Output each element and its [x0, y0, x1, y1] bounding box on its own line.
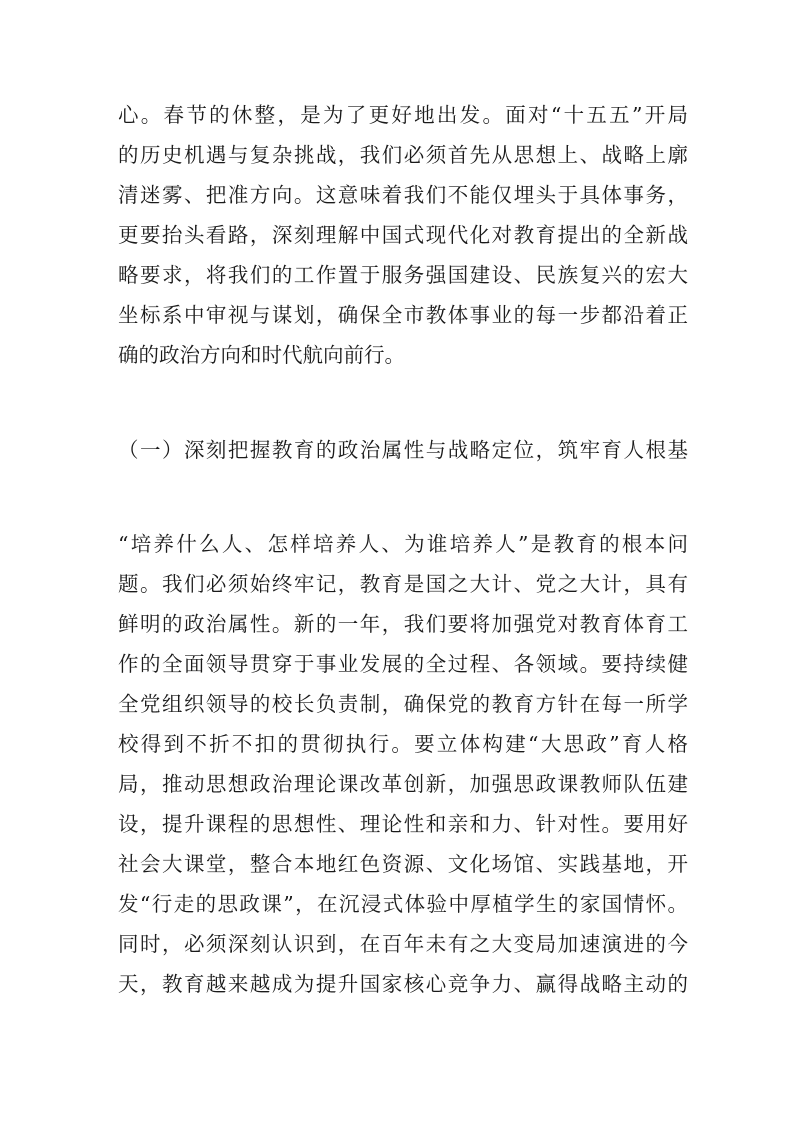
paragraph1-line-6: 坐标系中审视与谋划，确保全市教体事业的每一步都沿着正	[118, 303, 688, 327]
paragraph2-line-6: 校得到不折不扣的贯彻执行。要立体构建“大思政”育人格	[118, 732, 688, 756]
paragraph2-line-7: 局，推动思想政治理论课改革创新，加强思政课教师队伍建	[118, 772, 688, 796]
paragraph2-line-1: “培养什么人、怎样培养人、为谁培养人”是教育的根本问	[118, 532, 688, 556]
paragraph1-line-4: 更要抬头看路，深刻理解中国式现代化对教育提出的全新战	[118, 223, 688, 247]
section-heading: （一）深刻把握教育的政治属性与战略定位，筑牢育人根基	[118, 438, 688, 462]
paragraph2-line-8: 设，提升课程的思想性、理论性和亲和力、针对性。要用好	[118, 812, 688, 836]
paragraph2-line-10: 发“行走的思政课”，在沉浸式体验中厚植学生的家国情怀。	[118, 892, 688, 916]
paragraph2-line-5: 全党组织领导的校长负责制，确保党的教育方针在每一所学	[118, 692, 688, 716]
paragraph1-line-2: 的历史机遇与复杂挑战，我们必须首先从思想上、战略上廓	[118, 143, 688, 167]
paragraph1-line-5: 略要求，将我们的工作置于服务强国建设、民族复兴的宏大	[118, 263, 688, 287]
paragraph2-line-9: 社会大课堂，整合本地红色资源、文化场馆、实践基地，开	[118, 852, 688, 876]
paragraph1-line-3: 清迷雾、把准方向。这意味着我们不能仅埋头于具体事务，	[118, 183, 688, 207]
paragraph2-line-12: 天，教育越来越成为提升国家核心竞争力、赢得战略主动的	[118, 972, 688, 996]
paragraph2-line-4: 作的全面领导贯穿于事业发展的全过程、各领域。要持续健	[118, 652, 688, 676]
paragraph2-line-3: 鲜明的政治属性。新的一年，我们要将加强党对教育体育工	[118, 612, 688, 636]
paragraph1-line-7: 确的政治方向和时代航向前行。	[118, 343, 405, 367]
paragraph2-line-2: 题。我们必须始终牢记，教育是国之大计、党之大计，具有	[118, 572, 688, 596]
paragraph2-line-11: 同时，必须深刻认识到，在百年未有之大变局加速演进的今	[118, 932, 688, 956]
paragraph1-line-1: 心。春节的休整，是为了更好地出发。面对“十五五”开局	[118, 103, 688, 127]
